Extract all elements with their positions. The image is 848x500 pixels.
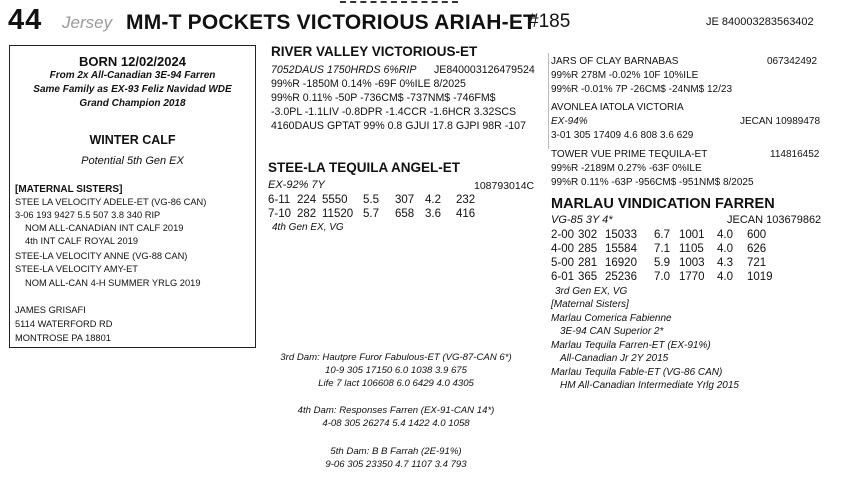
cell: 4-00: [551, 243, 575, 255]
cell: 16920: [605, 257, 637, 269]
sire-name: RIVER VALLEY VICTORIOUS-ET: [271, 44, 478, 59]
cell: 6.7: [654, 229, 670, 241]
sire-dam-reg: JECAN 10989478: [740, 116, 821, 127]
dam-note: 4th Gen EX, VG: [272, 222, 344, 233]
cell: 4.0: [717, 229, 733, 241]
sister-line: 3-06 193 9427 5.5 507 3.8 340 RIP: [15, 210, 161, 220]
sire-sire-line: 99%R 278M -0.02% 10F 10%ILE: [551, 70, 699, 81]
dam-dam-note: 3rd Gen EX, VG: [555, 286, 628, 297]
cell: 626: [747, 243, 767, 255]
sire-line: 99%R 0.11% -50P -736CM$ -737NM$ -746FM$: [271, 92, 496, 104]
dam-sire-reg: 114816452: [770, 149, 820, 160]
cell: 1001: [679, 229, 705, 241]
third-dam: 3rd Dam: Hautpre Furor Fabulous-ET (VG-87-CAN 6*): [280, 352, 512, 363]
dam-sire-name: TOWER VUE PRIME TEQUILA-ET: [551, 149, 708, 160]
sire-line: 4160DAUS GPTAT 99% 0.8 GJUI 17.8 GJPI 98R -107: [271, 120, 526, 132]
third-dam-life: Life 7 lact 106608 6.0 6429 4.0 4305: [318, 378, 474, 389]
cell: 5.9: [654, 257, 670, 269]
cell: 5550: [322, 194, 348, 206]
fifth-dam-record: 9-06 305 23350 4.7 1107 3.4 793: [325, 459, 467, 470]
dam-name: STEE-LA TEQUILA ANGEL-ET: [268, 160, 460, 175]
dam-sire-line: 99%R -2189M 0.27% -63F 0%ILE: [551, 163, 702, 174]
cell: 5-00: [551, 257, 575, 269]
dam-classification: EX-92% 7Y: [268, 179, 325, 191]
dam-dam-sister-award: HM All-Canadian Intermediate Yrlg 2015: [560, 380, 739, 391]
third-dam-record: 10-9 305 17150 6.0 1038 3.9 675: [325, 365, 467, 376]
cell: 6-11: [268, 194, 291, 206]
table-row: [268, 193, 475, 207]
dam-dam-records-table: [551, 228, 773, 284]
cell: 302: [578, 229, 598, 241]
cell: 232: [456, 194, 476, 206]
cell: 2-00: [551, 229, 575, 241]
cell: 416: [456, 208, 476, 220]
cell: 365: [578, 271, 598, 283]
cell: 15584: [605, 243, 637, 255]
divider: [548, 53, 549, 149]
sire-sire-reg: 067342492: [767, 56, 818, 67]
cell: 4.0: [717, 271, 733, 283]
cutoff-top-edge: [340, 0, 458, 3]
dam-sire-line: 99%R 0.11% -63P -956CM$ -951NM$ 8/2025: [551, 177, 754, 188]
sire-reg: JE840003126479524: [434, 64, 535, 76]
sister-line: NOM ALL-CAN 4-H SUMMER YRLG 2019: [25, 278, 201, 288]
dam-dam-sisters-header: [Maternal Sisters]: [551, 299, 629, 310]
cell: 224: [297, 194, 317, 206]
cell: 4.0: [717, 243, 733, 255]
fourth-dam: 4th Dam: Responses Farren (EX-91-CAN 14*): [297, 405, 495, 416]
fifth-dam: 5th Dam: B B Farrah (2E-91%): [330, 446, 462, 457]
info-line: Same Family as EX-93 Feliz Navidad WDE: [33, 84, 232, 95]
cell: 721: [747, 257, 767, 269]
sire-line: 7052DAUS 1750HRDS 6%RIP: [271, 64, 417, 76]
cell: 11520: [322, 208, 354, 220]
table-row: [551, 228, 773, 242]
cell: 307: [395, 194, 415, 206]
cell: 4.3: [717, 257, 733, 269]
sire-line: -3.0PL -1.1LIV -0.8DPR -1.4CCR -1.6HCR 3.32SCS: [271, 106, 517, 118]
info-line: Grand Champion 2018: [79, 98, 186, 109]
dam-dam-reg: JECAN 103679862: [727, 214, 822, 226]
sire-line: 99%R -1850M 0.14% -69F 0%ILE 8/2025: [271, 78, 466, 90]
cell: 4.2: [425, 194, 441, 206]
cell: 1105: [679, 243, 704, 255]
potential-label: Potential 5th Gen EX: [81, 155, 184, 167]
table-row: [551, 256, 773, 270]
sire-dam-name: AVONLEA IATOLA VICTORIA: [551, 102, 684, 113]
registration-number: JE 840003283563402: [706, 16, 814, 28]
table-row: [551, 270, 773, 284]
dam-dam-sister: Marlau Tequila Farren-ET (EX-91%): [551, 340, 711, 351]
breed-label: Jersey: [62, 13, 113, 32]
cell: 1003: [679, 257, 705, 269]
sister-line: STEE-LA VELOCITY ANNE (VG-88 CAN): [15, 251, 188, 261]
cell: 658: [395, 208, 415, 220]
cell: 25236: [605, 271, 637, 283]
cell: 600: [747, 229, 767, 241]
dam-dam-sister: Marlau Comerica Fabienne: [551, 313, 672, 324]
cell: 5.7: [363, 208, 379, 220]
dam-dam-name: MARLAU VINDICATION FARREN: [551, 196, 775, 212]
sister-line: 4th INT CALF ROYAL 2019: [25, 236, 138, 246]
info-line: From 2x All-Canadian 3E-94 Farren: [49, 70, 216, 81]
class-label: WINTER CALF: [89, 133, 176, 147]
cell: 3.6: [425, 208, 441, 220]
dam-dam-sister-award: 3E-94 CAN Superior 2*: [560, 326, 664, 337]
cell: 6-01: [551, 271, 575, 283]
cell: 285: [578, 243, 598, 255]
cell: 5.5: [363, 194, 379, 206]
sire-sire-name: JARS OF CLAY BARNABAS: [551, 56, 679, 67]
sister-line: STEE-LA VELOCITY AMY-ET: [15, 264, 138, 274]
owner-name: JAMES GRISAFI: [15, 305, 86, 315]
sister-line: STEE LA VELOCITY ADELE-ET (VG-86 CAN): [15, 197, 207, 207]
cell: 15033: [605, 229, 637, 241]
cell: 281: [578, 257, 598, 269]
cell: 282: [297, 208, 317, 220]
tag-number: #185: [528, 11, 571, 32]
dam-records-table: [268, 193, 475, 221]
owner-address: 5114 WATERFORD RD: [15, 319, 113, 329]
dam-dam-sister: Marlau Tequila Fable-ET (VG-86 CAN): [551, 367, 723, 378]
owner-city: MONTROSE PA 18801: [15, 333, 111, 343]
cow-name: MM-T POCKETS VICTORIOUS ARIAH-ET: [126, 11, 537, 34]
sire-sire-line: 99%R -0.01% 7P -26CM$ -24NM$ 12/23: [551, 84, 733, 95]
cell: 1019: [747, 271, 773, 283]
fourth-dam-record: 4-08 305 26274 5.4 1422 4.0 1058: [322, 418, 470, 429]
sire-dam-record: 3-01 305 17409 4.6 808 3.6 629: [551, 130, 694, 141]
info-box: [9, 45, 256, 348]
dam-dam-class: VG-85 3Y 4*: [551, 214, 613, 226]
dam-reg: 108793014C: [474, 180, 535, 192]
table-row: [551, 242, 773, 256]
table-row: [268, 207, 475, 221]
sire-dam-class: EX-94%: [551, 116, 588, 127]
maternal-sisters-header: [MATERNAL SISTERS]: [15, 184, 123, 195]
lot-number: 44: [8, 4, 43, 36]
cell: 7-10: [268, 208, 292, 220]
dam-dam-sister-award: All-Canadian Jr 2Y 2015: [560, 353, 669, 364]
sister-line: NOM ALL-CANADIAN INT CALF 2019: [25, 223, 184, 233]
cell: 1770: [679, 271, 705, 283]
born-date: BORN 12/02/2024: [79, 54, 186, 69]
cell: 7.0: [654, 271, 670, 283]
cell: 7.1: [654, 243, 670, 255]
